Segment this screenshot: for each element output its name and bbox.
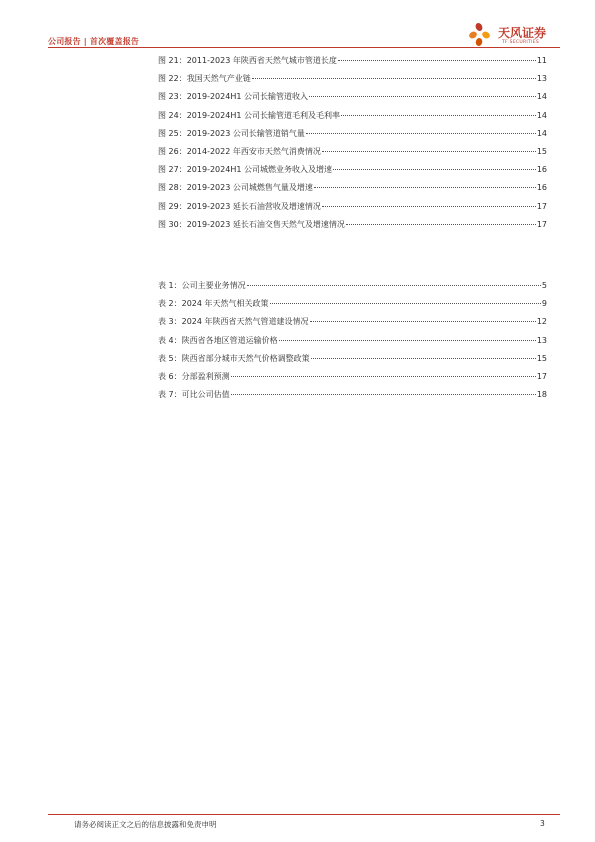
- figure-toc-entry-label: 图 26：2014-2022 年西安市天然气消费情况: [158, 146, 321, 156]
- figure-toc-entry-page-number: 14: [536, 128, 547, 138]
- logo-chinese-name: 天风证券: [498, 26, 547, 40]
- dot-leader: [270, 303, 541, 304]
- figure-toc-entry[interactable]: [158, 88, 547, 106]
- footer-divider: [48, 814, 560, 815]
- logo-english-name: TF SECURITIES: [502, 40, 540, 45]
- footer-disclaimer: 请务必阅读正文之后的信息披露和免责申明: [74, 820, 217, 829]
- report-type-header: 公司报告 | 首次覆盖报告: [48, 37, 140, 46]
- header-divider: [48, 47, 560, 48]
- table-toc-entry-page-number: 9: [541, 299, 547, 309]
- tf-securities-logo: [468, 20, 560, 48]
- figure-toc-entry[interactable]: [158, 179, 547, 197]
- table-toc-entry-label: 表 7：可比公司估值: [158, 390, 230, 400]
- table-toc-entry-page-number: 5: [541, 281, 547, 290]
- figure-toc-entry-label: 图 22：我国天然气产业链: [158, 74, 251, 84]
- figure-toc-entry-label: 图 29：2019-2023 延长石油营收及增速情况: [158, 201, 321, 211]
- dot-leader: [311, 358, 536, 359]
- figure-toc-entry[interactable]: [158, 198, 547, 216]
- figure-index-list: [158, 52, 547, 234]
- figure-toc-entry-label: 图 25：2019-2023 公司长输管道销气量: [158, 128, 305, 138]
- table-toc-entry-label: 表 4：陕西省各地区管道运输价格: [158, 335, 278, 345]
- dot-leader: [252, 78, 536, 79]
- table-toc-entry-label: 表 6：分部盈利预测: [158, 371, 230, 381]
- figure-toc-entry-label: 图 24：2019-2024H1 公司长输管道毛利及毛利率: [158, 110, 340, 120]
- dot-leader: [333, 169, 536, 170]
- figure-toc-entry-label: 图 28：2019-2023 公司城燃售气量及增速: [158, 183, 313, 193]
- figure-toc-entry-page-number: 16: [536, 183, 547, 193]
- figure-toc-entry-label: 图 23：2019-2024H1 公司长输管道收入: [158, 92, 308, 102]
- dot-leader: [310, 321, 536, 322]
- dot-leader: [338, 60, 536, 61]
- figure-toc-entry-page-number: 15: [536, 146, 547, 156]
- figure-toc-entry-label: 图 27：2019-2024H1 公司城燃业务收入及增速: [158, 165, 332, 175]
- table-toc-entry-page-number: 12: [536, 317, 547, 327]
- figure-toc-entry-page-number: 13: [536, 74, 547, 84]
- figure-toc-entry[interactable]: [158, 70, 547, 88]
- figure-toc-entry[interactable]: [158, 161, 547, 179]
- figure-toc-entry-page-number: 17: [536, 201, 547, 211]
- table-toc-entry[interactable]: [158, 332, 547, 350]
- figure-toc-entry[interactable]: [158, 52, 547, 70]
- table-toc-entry[interactable]: [158, 386, 547, 404]
- table-toc-entry[interactable]: [158, 277, 547, 295]
- dot-leader: [322, 206, 536, 207]
- table-toc-entry[interactable]: [158, 295, 547, 313]
- table-toc-entry-page-number: 17: [536, 371, 547, 381]
- table-toc-entry-label: 表 3：2024 年陕西省天然气管道建设情况: [158, 317, 309, 327]
- figure-toc-entry[interactable]: [158, 143, 547, 161]
- figure-toc-entry-page-number: 16: [536, 165, 547, 175]
- dot-leader: [322, 151, 536, 152]
- dot-leader: [341, 115, 536, 116]
- figure-toc-entry-page-number: 17: [536, 219, 547, 229]
- dot-leader: [314, 187, 536, 188]
- table-toc-entry-page-number: 18: [536, 390, 547, 400]
- dot-leader: [279, 340, 536, 341]
- table-toc-entry[interactable]: [158, 313, 547, 331]
- table-toc-entry[interactable]: [158, 350, 547, 368]
- page-number: 3: [540, 819, 545, 828]
- dot-leader: [306, 133, 536, 134]
- dot-leader: [346, 224, 536, 225]
- table-toc-entry-page-number: 15: [536, 353, 547, 363]
- figure-toc-entry-page-number: 14: [536, 92, 547, 102]
- figure-toc-entry[interactable]: [158, 216, 547, 234]
- figure-toc-entry[interactable]: [158, 107, 547, 125]
- table-toc-entry[interactable]: [158, 368, 547, 386]
- figure-toc-entry-page-number: 14: [536, 110, 547, 120]
- dot-leader: [231, 394, 536, 395]
- dot-leader: [231, 376, 536, 377]
- table-index-list: [158, 277, 547, 404]
- table-toc-entry-label: 表 5：陕西省部分城市天然气价格调整政策: [158, 353, 310, 363]
- table-toc-entry-label: 表 1：公司主要业务情况: [158, 281, 246, 290]
- figure-toc-entry[interactable]: [158, 125, 547, 143]
- figure-toc-entry-label: 图 30：2019-2023 延长石油交售天然气及增速情况: [158, 219, 345, 229]
- logo-mark-icon: [468, 20, 498, 48]
- dot-leader: [247, 285, 541, 286]
- dot-leader: [309, 96, 536, 97]
- figure-toc-entry-label: 图 21：2011-2023 年陕西省天然气城市管道长度: [158, 56, 337, 65]
- table-toc-entry-label: 表 2：2024 年天然气相关政策: [158, 299, 269, 309]
- figure-toc-entry-page-number: 11: [536, 56, 547, 65]
- table-toc-entry-page-number: 13: [536, 335, 547, 345]
